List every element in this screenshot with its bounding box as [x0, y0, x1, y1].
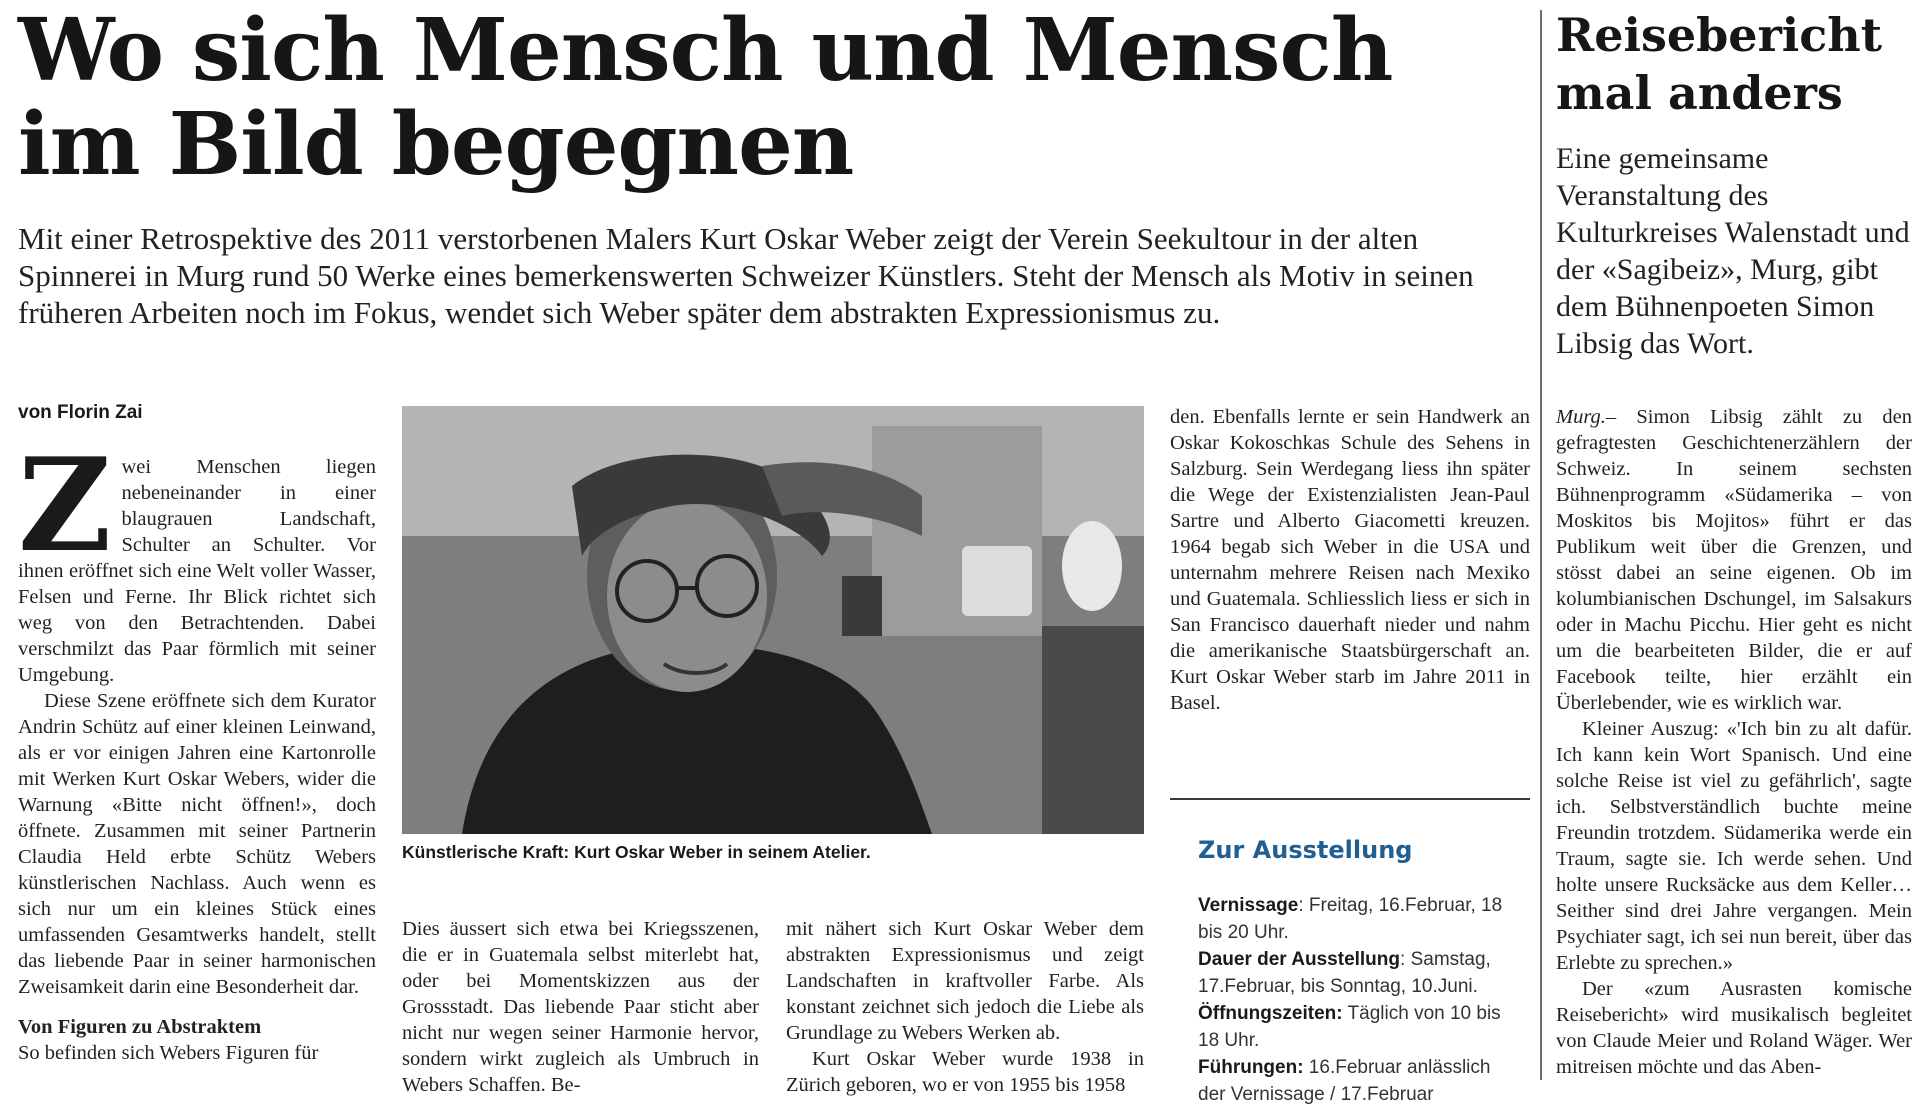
paragraph: Der «zum Ausrasten komische Reisebericht» wird musikalisch begleitet von Claude Meier und Roland Wäger. Wer mitreisen möchte und das Aben- — [1556, 978, 1912, 1078]
sidebar-title: Reisebericht mal anders — [1556, 8, 1882, 120]
info-row-dauer — [1198, 946, 1516, 1000]
info-row-fuehrungen — [1198, 1054, 1516, 1108]
paragraph: Dies äussert sich etwa bei Kriegsszenen, die er in Guatemala selbst miterlebt hat, oder bei Momentskizzen aus der Grossstadt. Das liebende Paar sticht aber nicht nur wegen seiner Harmonie hervor, sondern wirkt zugleich als Umbruch in Webers Schaffen. Be- — [402, 918, 759, 1096]
info-key: Dauer der Ausstellung — [1198, 949, 1401, 970]
paragraph: den. Ebenfalls lernte er sein Handwerk an Oskar Kokoschkas Schule des Sehens in Salzburg. Sein Werdegang liess ihn später die Wege der Existenzialisten Jean-Paul Sartre und Alberto Giacometti kreuzen. 1964 begab sich Weber in die USA und unternahm mehrere Reisen nach Mexiko und Guatemala. Schliesslich liess er sich in San Francisco dauerhaft nieder und nahm die amerikanische Staatsbürgerschaft an. Kurt Oskar Weber starb im Jahre 2011 in Basel. — [1170, 406, 1530, 714]
subheading: Von Figuren zu Abstraktem — [18, 1016, 262, 1038]
info-value: : Samstag, 17.Februar, bis Sonntag, 10.Juni. — [1198, 949, 1491, 997]
paragraph-text: wei Menschen liegen nebeneinander in einer blaugrauen Landschaft, Schulter an Schulter. Vor ihnen eröffnet sich eine Welt voller Wasser, Felsen und Ferne. Ihr Blick richtet sich weg von den Betrachtenden. Dabei verschmilzt das Paar förmlich mit seiner Umgebung. — [18, 456, 376, 686]
info-row-oeffnungszeiten — [1198, 1000, 1516, 1054]
paragraph: mit nähert sich Kurt Oskar Weber dem abstrakten Expressionismus und zeigt Landschaften in kraftvoller Farbe. Als konstant zeichnet sich jedoch die Liebe als Grundlage zu Webers Werken ab. — [786, 918, 1144, 1044]
info-key: Vernissage — [1198, 895, 1299, 916]
photo-caption: Künstlerische Kraft: Kurt Oskar Weber in seinem Atelier. — [402, 842, 871, 862]
paragraph: Kleiner Auszug: «'Ich bin zu alt dafür. Ich kann kein Wort Spanisch. Und eine solche Reise ist viel zu gefährlich', sagte ich. Selbstverständlich buchte meine Freundin trotzdem. Südamerika werde ein Traum, sagte sie. Ich werde sehen. Und holte unsere Rucksäcke aus dem Keller… Seither sind drei Jahre vergangen. Mein Psychiater sagt, ich sei nun bereit, über das Erlebte zu sprechen.» — [1556, 718, 1912, 974]
byline: von Florin Zai — [18, 402, 143, 423]
article-column-2 — [402, 916, 759, 1098]
column-divider — [1540, 10, 1542, 1080]
info-key: Öffnungszeiten: — [1198, 1003, 1343, 1024]
artist-photo — [402, 406, 1144, 834]
article-lead: Mit einer Retrospektive des 2011 verstorbenen Malers Kurt Oskar Weber zeigt der Verein Seekultour in der alten Spinnerei in Murg rund 50 Werke eines bemerkenswerten Schweizer Künstlers. Steht der Mensch als Motiv in seinen früheren Arbeiten noch im Fokus, wendet sich Weber später dem abstrakten Expressionismus zu. — [18, 221, 1474, 330]
info-key: Führungen: — [1198, 1057, 1304, 1078]
article-headline: Wo sich Mensch und Mensch im Bild begegnen — [18, 0, 1393, 195]
paragraph: Kurt Oskar Weber wurde 1938 in Zürich geboren, wo er von 1955 bis 1958 — [786, 1048, 1144, 1096]
info-box — [1198, 892, 1516, 1108]
info-row-vernissage — [1198, 892, 1516, 946]
info-value: Täglich von 10 bis 18 Uhr. — [1198, 1003, 1501, 1051]
dateline: Murg.– — [1556, 406, 1617, 428]
paragraph: Diese Szene eröffnete sich dem Kurator Andrin Schütz auf einer kleinen Leinwand, als er vor einigen Jahren eine Kartonrolle mit Werken Kurt Oskar Webers, wider die Warnung «Bitte nicht öffnen!», doch öffnete. Zusammen mit seiner Partnerin Claudia Held erbte Schütz Webers künstlerischen Nachlass. Auch wenn es sich nur um ein kleines Stück eines umfassenden Gesamtwerks handelt, stellt das liebende Paar in seiner harmonischen Zweisamkeit darin eine Besonderheit dar. — [18, 690, 376, 998]
article-column-3 — [786, 916, 1144, 1098]
sidebar-lead: Eine gemeinsame Veranstaltung des Kulturkreises Walenstadt und der «Sagibeiz», Murg, gibt dem Bühnenpoeten Simon Libsig das Wort. — [1556, 142, 1910, 360]
info-box-rule — [1170, 798, 1530, 800]
paragraph: So befinden sich Webers Figuren für — [18, 1042, 319, 1064]
info-value: 16.Februar anlässlich der Vernissage / 17.Februar — [1198, 1057, 1491, 1105]
paragraph — [1556, 404, 1912, 716]
sidebar-body — [1556, 404, 1912, 1080]
info-box-title: Zur Ausstellung — [1198, 836, 1413, 864]
article-column-4 — [1170, 404, 1530, 716]
info-value: : Freitag, 16.Februar, 18 bis 20 Uhr. — [1198, 895, 1503, 943]
paragraph-text: Simon Libsig zählt zu den gefragtesten Geschichtenerzählern der Schweiz. In seinem sechsten Bühnenprogramm «Südamerika – von Moskitos bis Mojitos» führt er das Publikum weit über die Grenzen, und stösst dabei an seine eigenen. Ob im kolumbianischen Dschungel, im Salsakurs oder in Machu Picchu. Hier geht es nicht um die bearbeiteten Bilder, die er auf Facebook teilte, hier erzählt ein Überlebender, wie es wirklich war. — [1556, 406, 1912, 714]
article-column-1 — [18, 431, 376, 1066]
drop-cap: Z — [18, 431, 112, 581]
photo-illustration — [402, 406, 1144, 834]
paragraph — [18, 431, 376, 688]
